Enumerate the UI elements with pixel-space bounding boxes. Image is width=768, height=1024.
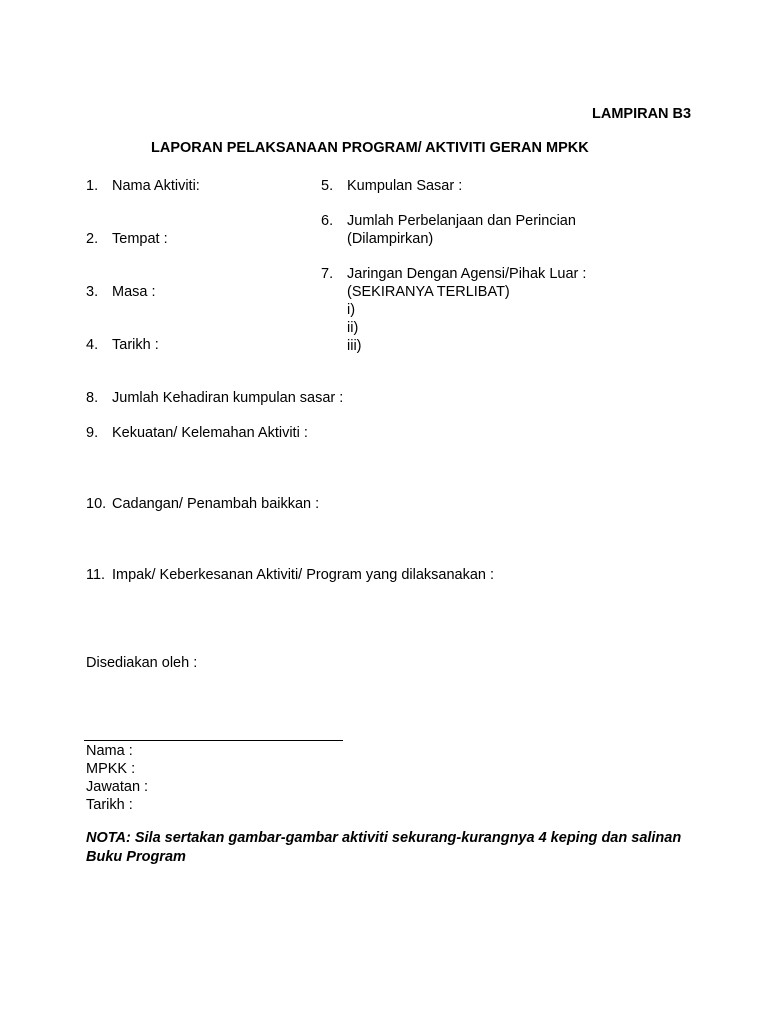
item-number: 1. xyxy=(86,178,99,194)
item-number: 5. xyxy=(321,178,334,194)
field-label: Masa : xyxy=(112,284,156,300)
list-item: iii) xyxy=(347,338,362,354)
field-jumlah-perbelanjaan xyxy=(321,212,576,248)
item-number: 10. xyxy=(86,496,107,512)
field-nama-aktiviti xyxy=(86,177,200,195)
item-number: 2. xyxy=(86,231,99,247)
item-number: 4. xyxy=(86,337,99,353)
field-kumpulan-sasar xyxy=(321,177,462,195)
list-item: ii) xyxy=(347,320,359,336)
item-number: 11. xyxy=(86,567,106,583)
item-number: 3. xyxy=(86,284,99,300)
signature-jawatan: Jawatan : xyxy=(86,779,149,795)
field-label: Jumlah Kehadiran kumpulan sasar : xyxy=(112,390,344,406)
signature-tarikh: Tarikh : xyxy=(86,797,133,813)
field-jaringan-agensi xyxy=(321,265,586,355)
field-tempat xyxy=(86,230,168,248)
field-tarikh xyxy=(86,336,159,354)
signature-fields xyxy=(86,742,148,814)
list-item: i) xyxy=(347,302,356,318)
field-label: Jaringan Dengan Agensi/Pihak Luar : xyxy=(347,266,587,282)
item-number: 9. xyxy=(86,425,99,441)
nota-text: NOTA: Sila sertakan gambar-gambar aktiviti sekurang-kurangnya 4 keping dan salinan Buku Program xyxy=(86,830,682,865)
field-masa xyxy=(86,283,156,301)
field-label: Tempat : xyxy=(112,231,168,247)
page-title: LAPORAN PELAKSANAAN PROGRAM/ AKTIVITI GERAN MPKK xyxy=(151,140,589,156)
field-kekuatan-kelemahan xyxy=(86,424,308,442)
item-number: 8. xyxy=(86,390,99,406)
field-label: Nama Aktiviti: xyxy=(112,178,200,194)
field-label: Impak/ Keberkesanan Aktiviti/ Program yang dilaksanakan : xyxy=(112,567,495,583)
field-label: Tarikh : xyxy=(112,337,159,353)
item-number: 6. xyxy=(321,213,334,229)
lampiran-label: LAMPIRAN B3 xyxy=(592,106,692,122)
field-sublabel: (SEKIRANYA TERLIBAT) xyxy=(347,284,510,300)
prepared-by-label: Disediakan oleh : xyxy=(86,655,198,671)
field-label: Jumlah Perbelanjaan dan Perincian xyxy=(347,213,576,229)
field-cadangan xyxy=(86,495,319,513)
field-sublabel: (Dilampirkan) xyxy=(347,231,434,247)
field-label: Kumpulan Sasar : xyxy=(347,178,463,194)
field-label: Kekuatan/ Kelemahan Aktiviti : xyxy=(112,425,308,441)
item-number: 7. xyxy=(321,266,334,282)
field-jumlah-kehadiran xyxy=(86,389,343,407)
signature-mpkk: MPKK : xyxy=(86,761,136,777)
field-impak xyxy=(86,566,494,584)
signature-line xyxy=(84,740,343,741)
signature-nama: Nama : xyxy=(86,743,133,759)
field-label: Cadangan/ Penambah baikkan : xyxy=(112,496,320,512)
